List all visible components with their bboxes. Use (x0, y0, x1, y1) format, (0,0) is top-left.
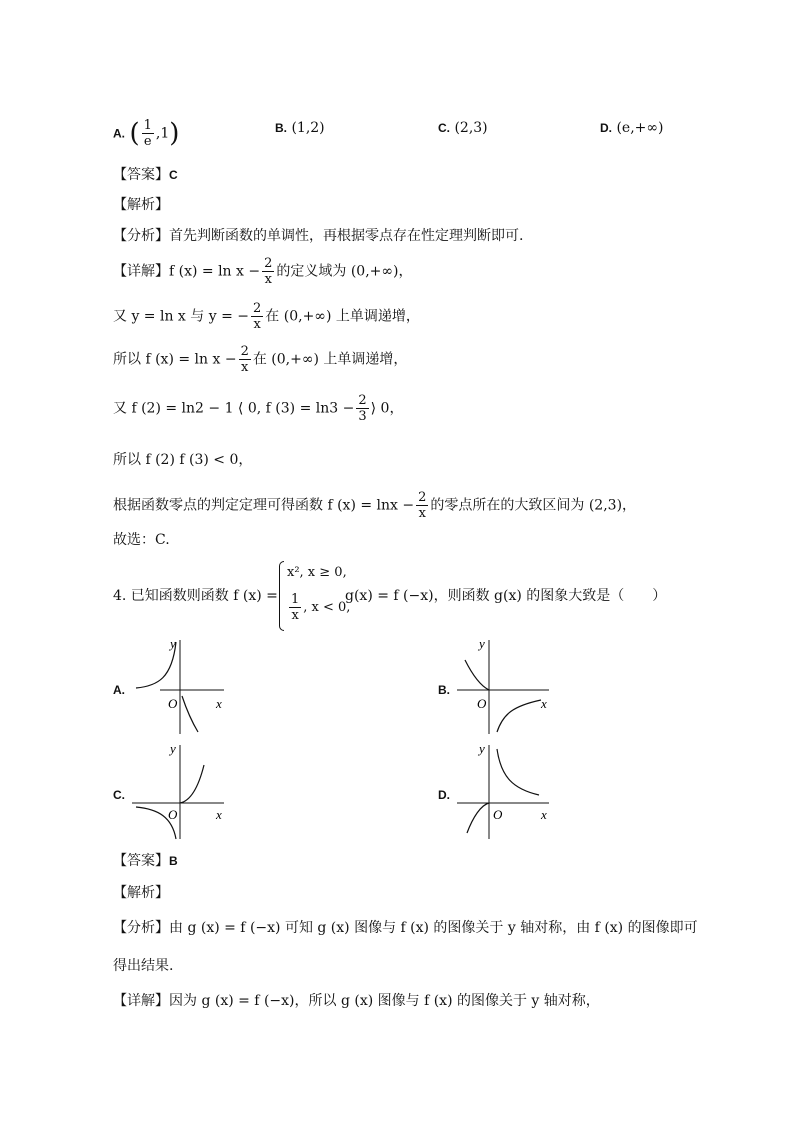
origin-label: O (168, 696, 178, 711)
piecewise-brace (279, 561, 284, 631)
q3-detail-line2: 又 y = ln x 与 y = − $\frac{2}{x}$ 在 (0,+∞) 上单调递增， (113, 301, 420, 332)
q4-detail: 【详解】因为 g (x) = f (−x)，所以 g (x) 图像与 f (x) 的图像关于 y 轴对称， (113, 993, 600, 1009)
fraction: $\frac{2}{x}$ (240, 344, 249, 375)
y-label: y (170, 741, 176, 756)
q4-analysis-heading: 【解析】 (113, 885, 169, 901)
graph-a (128, 636, 228, 736)
curve-right (497, 749, 539, 795)
option-a-fraction: $\frac{1}{e}$ (143, 118, 152, 149)
x-label: x (541, 696, 547, 711)
fraction: $\frac{2}{x}$ (264, 256, 273, 287)
option-a: A. ( $\frac{1}{e}$ ,1) (113, 118, 180, 149)
q3-detail-line5: 所以 f (2) f (3) < 0， (113, 452, 253, 468)
curve-left (467, 803, 489, 833)
q4-stem-end: g(x) = f (−x)，则函数 g(x) 的图象大致是（ ） (345, 588, 667, 604)
graph-a-label: A. (113, 683, 125, 697)
graph-d-label: D. (438, 788, 450, 802)
fraction: $\frac{2}{x}$ (418, 490, 427, 521)
origin-label: O (493, 807, 503, 822)
graph-b (453, 636, 553, 736)
q4-answer: 【答案】B (113, 853, 178, 869)
y-label: y (479, 636, 485, 651)
q3-analysis-heading: 【解析】 (113, 197, 169, 213)
q3-detail-line6: 根据函数零点的判定定理可得函数 f (x) = lnx − $\frac{2}{x}$ 的零点所在的大致区间为 (2,3)， (113, 490, 637, 521)
q3-detail-line3: 所以 f (x) = ln x − $\frac{2}{x}$ 在 (0,+∞) 上单调递增， (113, 344, 408, 375)
q4-fenxi: 【分析】由 g (x) = f (−x) 可知 g (x) 图像与 f (x) 的图像关于 y 轴对称，由 f (x) 的图像即可 (113, 920, 698, 936)
piecewise-case-2: $\frac{1}{x}$ , x < 0, (291, 592, 351, 623)
curve-right (180, 765, 204, 803)
q4-fenxi-cont: 得出结果. (113, 958, 174, 974)
origin-label: O (477, 696, 487, 711)
q3-detail-line1: 【详解】f (x) = ln x − $\frac{2}{x}$ 的定义域为 (0,+∞)， (113, 256, 413, 287)
q3-answer: 【答案】C (113, 167, 178, 183)
q3-detail-line4: 又 f (2) = ln2 − 1 ⟨ 0, f (3) = ln3 − $\frac{2}{3}$ ⟩ 0， (113, 393, 404, 424)
graph-c (128, 741, 228, 841)
curve-right (497, 700, 541, 732)
graph-c-label: C. (113, 788, 125, 802)
x-label: x (541, 807, 547, 822)
x-label: x (216, 807, 222, 822)
curve-left (465, 660, 489, 690)
q4-stem-start: 4. 已知函数则函数 f (x) = (113, 588, 278, 604)
x-label: x (216, 696, 222, 711)
fraction: $\frac{1}{x}$ (291, 592, 300, 623)
curve-right (182, 696, 198, 732)
y-label: y (479, 741, 485, 756)
fraction: $\frac{2}{x}$ (253, 301, 262, 332)
origin-label: O (168, 807, 178, 822)
option-c: C. (2,3) (438, 120, 488, 136)
option-d: D. (e,+∞) (600, 120, 664, 136)
q3-fenxi: 【分析】首先判断函数的单调性，再根据零点存在性定理判断即可. (113, 228, 524, 244)
option-b: B. (1,2) (275, 120, 325, 136)
piecewise-case-1: x², x ≥ 0, (287, 565, 347, 580)
fraction: $\frac{2}{3}$ (358, 393, 367, 424)
y-label: y (170, 636, 176, 651)
graph-d (453, 741, 553, 841)
q3-detail-line7: 故选：C. (113, 532, 170, 548)
graph-b-label: B. (438, 683, 450, 697)
